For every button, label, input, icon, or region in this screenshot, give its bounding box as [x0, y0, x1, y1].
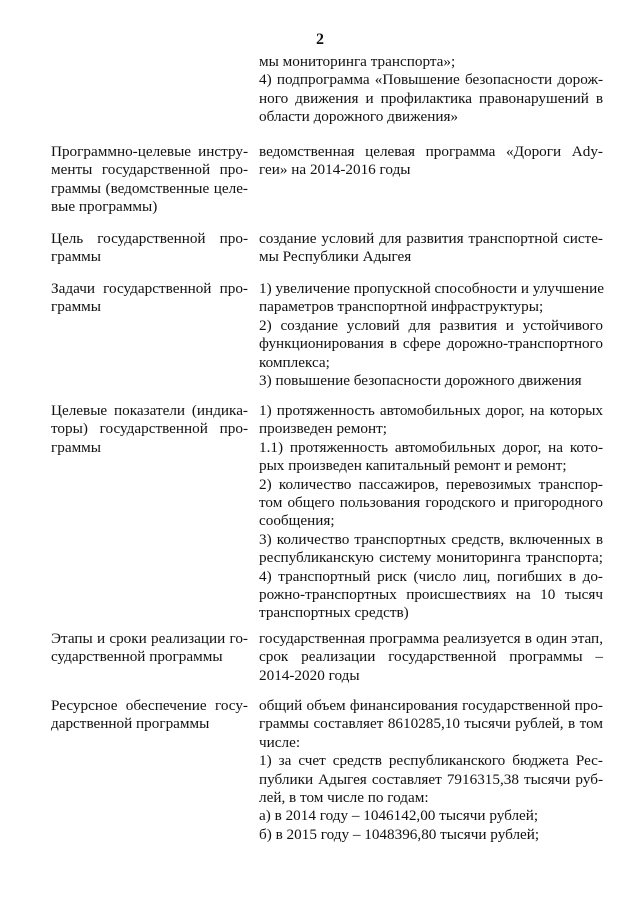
content-line: 1.1) протяженность автомобильных дорог, на кото-: [259, 438, 603, 456]
content-line: произведен ремонт;: [259, 420, 387, 438]
content-line: граммы составляет 8610285,10 тысячи рублей, в том: [259, 715, 603, 733]
row-content: [259, 280, 603, 390]
label-line: сударственной программы: [51, 648, 223, 666]
content-line: рых произведен капитальный ремонт и ремонт;: [259, 457, 567, 475]
content-line: государственная программа реализуется в один этап,: [259, 630, 603, 647]
label-line: Этапы и сроки реализации го-: [51, 630, 248, 647]
page-number: 2: [316, 31, 324, 48]
row-label: [51, 143, 248, 217]
label-line: вые программы): [51, 198, 158, 216]
content-line: мы Республики Адыгея: [259, 248, 412, 266]
content-line: общий объем финансирования государственной про-: [259, 697, 603, 714]
label-line: граммы: [51, 248, 101, 266]
content-line: создание условий для развития транспортной систе-: [259, 230, 603, 247]
row-content: [259, 230, 603, 267]
content-line: 3) количество транспортных средств, включенных в: [259, 530, 603, 548]
label-line: Цель государственной про-: [51, 230, 248, 247]
label-line: Ресурсное обеспечение госу-: [51, 697, 248, 714]
content-line: 3) повышение безопасности дорожного движения: [259, 372, 582, 390]
label-line: торы) государственной про-: [51, 420, 248, 438]
content-line: функционирования в сфере дорожно-транспортного: [259, 335, 603, 353]
row-label: [51, 630, 248, 667]
row-content: [259, 697, 603, 844]
content-line: числе:: [259, 733, 301, 751]
row-content: [259, 143, 603, 180]
content-line: комплекса;: [259, 353, 330, 371]
content-line: рожно-транспортных происшествиях на 10 тысяч: [259, 586, 603, 604]
row-content: [259, 402, 603, 623]
label-line: граммы (ведомственные целе-: [51, 179, 248, 197]
content-line: публики Адыгея составляет 7916315,38 тысячи руб-: [259, 770, 603, 788]
text-line: ного движения и профилактика правонарушений в: [259, 89, 603, 107]
row-label: [51, 402, 248, 457]
content-line: 1) увеличение пропускной способности и улучшение: [259, 280, 604, 297]
content-line: республиканскую систему мониторинга транспорта;: [259, 549, 603, 567]
content-line: том общего пользования городского и пригородного: [259, 494, 603, 512]
content-line: сообщения;: [259, 512, 335, 530]
content-line: а) в 2014 году – 1046142,00 тысячи рублей;: [259, 807, 539, 825]
label-line: Целевые показатели (индика-: [51, 402, 248, 419]
row-label: [51, 697, 248, 734]
content-line: ведомственная целевая программа «Дороги Ady-: [259, 143, 603, 160]
label-line: граммы: [51, 298, 101, 316]
content-line: 2) создание условий для развития и устойчивого: [259, 316, 603, 334]
content-line: 1) за счет средств республиканского бюджета Рес-: [259, 752, 603, 770]
content-line: 2) количество пассажиров, перевозимых транспор-: [259, 475, 603, 493]
content-line: транспортных средств): [259, 604, 409, 622]
text-line: 4) подпрограмма «Повышение безопасности дорож-: [259, 71, 603, 89]
text-line: области дорожного движения»: [259, 108, 459, 126]
row-label: [51, 230, 248, 267]
content-line: 2014-2020 годы: [259, 666, 360, 684]
content-line: 1) протяженность автомобильных дорог, на которых: [259, 402, 603, 419]
continuation-text: [259, 53, 603, 127]
content-line: параметров транспортной инфраструктуры;: [259, 298, 544, 316]
content-line: геи» на 2014-2016 годы: [259, 161, 411, 179]
row-content: [259, 630, 603, 685]
row-label: [51, 280, 248, 317]
label-line: Программно-целевые инстру-: [51, 143, 248, 160]
label-line: менты государственной про-: [51, 161, 248, 179]
content-line: срок реализации государственной программы –: [259, 648, 603, 666]
label-line: граммы: [51, 438, 101, 456]
label-line: дарственной программы: [51, 715, 210, 733]
content-line: 4) транспортный риск (число лиц, погибших в до-: [259, 567, 603, 585]
content-line: б) в 2015 году – 1048396,80 тысячи рублей;: [259, 825, 540, 843]
content-line: лей, в том числе по годам:: [259, 789, 429, 807]
text-line: мы мониторинга транспорта»;: [259, 53, 456, 70]
label-line: Задачи государственной про-: [51, 280, 248, 297]
